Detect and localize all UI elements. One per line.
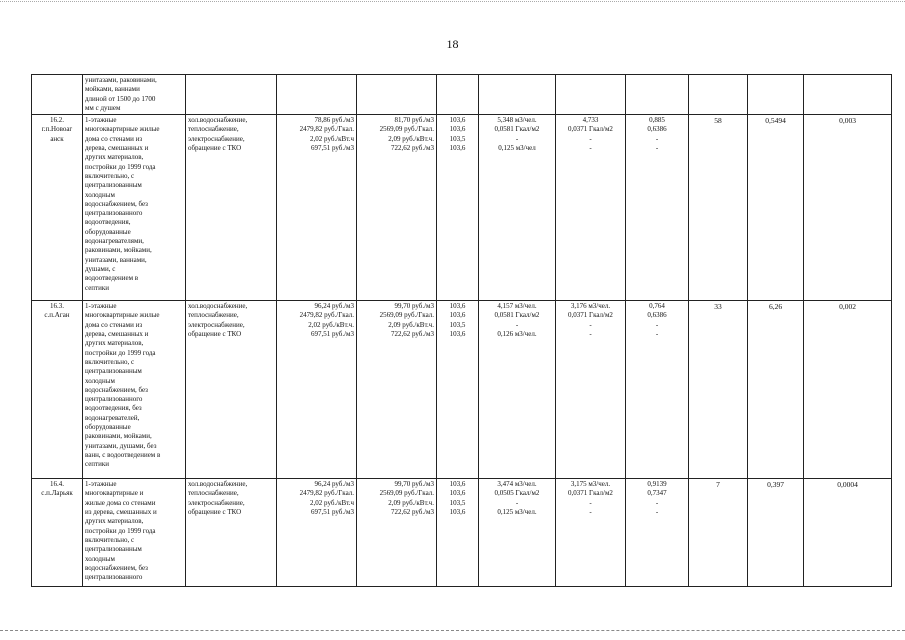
cell-norm-3 [626, 301, 689, 479]
cell-line: 78,86 руб./м3 [314, 116, 354, 125]
cell-value-3 [804, 75, 892, 115]
cell-line: хол.водоснабжение, [188, 116, 248, 125]
cell-norm-2 [556, 75, 626, 115]
cell-line: 3,175 м3/чел. [570, 480, 611, 489]
cell-line: теплоснабжение, [188, 125, 239, 134]
cell-tariff-2 [357, 115, 437, 301]
cell-line: 2,09 руб./кВт.ч. [388, 320, 434, 329]
cell-line: - [655, 144, 659, 153]
cell-line: 0,0505 Гкал/м2 [494, 489, 540, 498]
cell-line: 0,0371 Гкал/м2 [568, 489, 613, 498]
cell-line: 697,51 руб./м3 [310, 330, 354, 339]
cell-line: 5,348 м3/чел. [497, 116, 537, 125]
cell-line: 1-этажные [85, 302, 117, 311]
cell-line: 697,51 руб./м3 [310, 508, 354, 517]
cell-value-1: 58 [689, 115, 748, 301]
cell-line: постройки до 1999 года [85, 162, 156, 171]
cell-line: 2479,82 руб./Гкал. [299, 489, 354, 498]
cell-line: хол.водоснабжение, [188, 302, 248, 311]
cell-line: централизованным [85, 181, 142, 190]
cell-line: 96,24 руб./м3 [314, 302, 354, 311]
cell-line: водонагревателей, [85, 413, 140, 422]
cell-line: включительно, с [85, 535, 135, 544]
cell-line: электроснабжение, [188, 134, 245, 143]
cell-tariff-1 [277, 115, 357, 301]
cell-line: длиной от 1500 до 1700 [85, 94, 156, 103]
cell-line: холодным [85, 554, 115, 563]
cell-index [437, 75, 479, 115]
cell-line: унитазами, раковинами, [85, 76, 157, 84]
cell-value-2: 6,26 [748, 301, 804, 479]
cell-line: постройки до 1999 года [85, 526, 156, 535]
cell-line: - [655, 498, 659, 507]
cell-norm-3 [626, 75, 689, 115]
cell-line: 2569,09 руб./Гкал. [379, 311, 434, 320]
cell-line: 2,09 руб./кВт.ч. [388, 134, 434, 143]
cell-line: 0,0581 Гкал/м2 [494, 125, 540, 134]
cell-line: 2,02 руб./кВт.ч [310, 134, 354, 143]
cell-line: многоквартирные жилые [85, 125, 160, 134]
cell-line: оборудованные [85, 227, 131, 236]
cell-line: централизованного [85, 573, 143, 582]
cell-line: многоквартирные жилые [85, 311, 160, 320]
cell-line: раковинами, мойками, [85, 246, 152, 255]
cell-line: 0,6386 [647, 125, 667, 134]
tariff-table [31, 74, 892, 587]
cell-norm-2 [556, 479, 626, 587]
cell-line: с.п.Аган [44, 311, 70, 320]
cell-line: включительно, с [85, 171, 135, 180]
cell-line: 0,0581 Гкал/м2 [494, 311, 540, 320]
cell-line: 3,176 м3/чел. [570, 302, 611, 311]
cell-value-1: 33 [689, 301, 748, 479]
cell-norm-3 [626, 479, 689, 587]
cell-value-3: 0,0004 [804, 479, 892, 587]
cell-norm-1 [479, 75, 556, 115]
cell-code [32, 115, 83, 301]
table-row [32, 479, 892, 587]
cell-line: 103,6 [449, 125, 466, 134]
cell-line: 103,6 [449, 302, 466, 311]
cell-line: 0,7347 [647, 489, 667, 498]
cell-norm-3 [626, 115, 689, 301]
cell-line: 3,474 м3/чел. [497, 480, 537, 489]
cell-line: душами, с [85, 264, 116, 273]
cell-services [186, 115, 277, 301]
cell-value-2 [748, 75, 804, 115]
cell-line: 103,6 [449, 480, 466, 489]
scan-edge-bottom [0, 630, 905, 633]
cell-code [32, 301, 83, 479]
cell-line: 2,09 руб./кВт.ч. [388, 498, 434, 507]
cell-line: многоквартирные и [85, 489, 144, 498]
cell-line: мойками, ваннами [85, 85, 140, 94]
cell-line: 2,02 руб./кВт.ч. [308, 320, 354, 329]
cell-norm-2 [556, 115, 626, 301]
cell-line: дерева, смешанных и [85, 330, 149, 339]
cell-line: 99,70 руб./м3 [394, 302, 434, 311]
cell-line: 0,764 [649, 302, 665, 311]
cell-line: 722,62 руб./м3 [390, 144, 434, 153]
cell-index [437, 115, 479, 301]
cell-line: других материалов, [85, 153, 144, 162]
cell-line: дерева, смешанных и [85, 144, 149, 153]
table-body [32, 75, 892, 587]
cell-line: водоотведения, [85, 218, 131, 227]
cell-tariff-1 [277, 479, 357, 587]
cell-line: других материалов, [85, 517, 144, 526]
cell-description [83, 479, 186, 587]
cell-code [32, 75, 83, 115]
cell-line: 0,0371 Гкал/м2 [568, 125, 613, 134]
cell-line: централизованным [85, 545, 142, 554]
cell-line: жилые дома со стенами [85, 498, 156, 507]
cell-line: 2479,82 руб./Гкал. [299, 311, 354, 320]
cell-value-3: 0,002 [804, 301, 892, 479]
cell-line: - [589, 320, 592, 329]
cell-index [437, 301, 479, 479]
cell-line: включительно, с [85, 357, 135, 366]
cell-line: 722,62 руб./м3 [390, 330, 434, 339]
cell-line: централизованным [85, 367, 142, 376]
cell-line: постройки до 1999 года [85, 348, 156, 357]
cell-tariff-2 [357, 301, 437, 479]
cell-line: 0,6386 [647, 311, 667, 320]
cell-line: 0,125 м3/чел. [497, 508, 537, 517]
cell-value-2: 0,397 [748, 479, 804, 587]
cell-line: - [515, 134, 519, 143]
cell-line: 103,6 [449, 116, 466, 125]
cell-line: дома со стенами из [85, 320, 143, 329]
cell-line: дома со стенами из [85, 134, 143, 143]
table-row [32, 301, 892, 479]
cell-description [83, 301, 186, 479]
cell-line: 81,70 руб./м3 [394, 116, 434, 125]
cell-tariff-2 [357, 479, 437, 587]
cell-tariff-1 [277, 75, 357, 115]
cell-description [83, 115, 186, 301]
cell-line: холодным [85, 190, 115, 199]
cell-line: септики [85, 283, 109, 292]
cell-line: обращение с ТКО [188, 144, 242, 153]
cell-line: ванн, с водоотведением в [85, 450, 161, 459]
cell-line: водоснабжением, без [85, 385, 148, 394]
cell-line: с.п.Ларьяк [41, 489, 73, 498]
cell-line: раковинами, мойками, [85, 432, 152, 441]
cell-line: централизованного [85, 209, 143, 218]
cell-line: - [589, 144, 592, 153]
cell-line: 2569,09 руб./Гкал. [379, 489, 434, 498]
cell-line: 96,24 руб./м3 [314, 480, 354, 489]
cell-line: 103,6 [449, 144, 466, 153]
cell-line: водоснабжением, без [85, 563, 148, 572]
cell-line: других материалов, [85, 339, 144, 348]
table-row [32, 115, 892, 301]
cell-line: водонагревателями, [85, 237, 144, 246]
cell-line: хол.водоснабжение, [188, 480, 248, 489]
cell-value-1 [689, 75, 748, 115]
cell-line: 0,126 м3/чел. [497, 330, 537, 339]
cell-value-3: 0,003 [804, 115, 892, 301]
cell-line: 103,5 [449, 498, 466, 507]
cell-value-1: 7 [689, 479, 748, 587]
cell-line: оборудованные [85, 423, 131, 432]
cell-line: - [589, 508, 592, 517]
cell-line: холодным [85, 376, 115, 385]
cell-line: теплоснабжение, [188, 311, 239, 320]
cell-line: 0,125 м3/чел [498, 144, 536, 153]
cell-line: обращение с ТКО [188, 330, 242, 339]
cell-line: - [655, 134, 659, 143]
cell-line: водоотведением в [85, 274, 139, 283]
cell-line: водоотведения, без [85, 404, 142, 413]
cell-line: - [589, 330, 592, 339]
cell-description [83, 75, 186, 115]
cell-line: анск [50, 134, 64, 143]
cell-line: из дерева, смешанных и [85, 508, 157, 517]
cell-line: 2,02 руб./кВт.ч [310, 498, 354, 507]
page-number: 18 [446, 37, 459, 51]
cell-line: г.п.Новоаг [41, 125, 73, 134]
cell-line: - [655, 508, 659, 517]
cell-line: септики [85, 460, 109, 469]
cell-line: 99,70 руб./м3 [394, 480, 434, 489]
cell-norm-1 [479, 115, 556, 301]
cell-line: электроснабжение, [188, 498, 245, 507]
cell-line: 103,6 [449, 330, 466, 339]
cell-line: - [515, 320, 519, 329]
cell-line: 2569,09 руб./Гкал. [379, 125, 434, 134]
cell-line: 16.2. [50, 116, 64, 125]
cell-line: 0,885 [649, 116, 665, 125]
cell-norm-1 [479, 301, 556, 479]
cell-line: 103,5 [449, 134, 466, 143]
cell-line: теплоснабжение, [188, 489, 239, 498]
cell-line: - [655, 330, 659, 339]
cell-services [186, 301, 277, 479]
cell-line: 16.3. [50, 302, 64, 311]
cell-line: унитазами, душами, без [85, 441, 157, 450]
cell-line: 697,51 руб./м3 [310, 144, 354, 153]
cell-line: централизованного [85, 395, 143, 404]
cell-line: - [589, 498, 592, 507]
cell-line: 722,62 руб./м3 [390, 508, 434, 517]
cell-index [437, 479, 479, 587]
cell-line: 0,0371 Гкал/м2 [568, 311, 613, 320]
cell-line: водоснабжением, без [85, 199, 148, 208]
cell-line: 2479,82 руб./Гкал. [299, 125, 354, 134]
cell-line: унитазами, ваннами, [85, 255, 147, 264]
cell-line: 4,157 м3/чел. [497, 302, 537, 311]
cell-tariff-1 [277, 301, 357, 479]
cell-line: электроснабжение, [188, 320, 245, 329]
cell-line: 103,5 [449, 320, 466, 329]
cell-line: 103,6 [449, 508, 466, 517]
cell-line: 16.4. [50, 480, 64, 489]
cell-line: 4,733 [582, 116, 599, 125]
cell-line: обращение с ТКО [188, 508, 242, 517]
cell-services [186, 479, 277, 587]
cell-line: 1-этажные [85, 116, 117, 125]
cell-norm-2 [556, 301, 626, 479]
cell-line: 0,9139 [647, 480, 667, 489]
cell-line: - [589, 134, 592, 143]
cell-norm-1 [479, 479, 556, 587]
cell-line: мм с душем [85, 103, 121, 112]
scan-edge-top [0, 1, 905, 3]
cell-line: 103,6 [449, 489, 466, 498]
cell-line: - [655, 320, 659, 329]
cell-tariff-2 [357, 75, 437, 115]
cell-line: 103,6 [449, 311, 466, 320]
cell-services [186, 75, 277, 115]
table-row-continuation [32, 75, 892, 115]
cell-code [32, 479, 83, 587]
cell-line: 1-этажные [85, 480, 117, 489]
cell-value-2: 0,5494 [748, 115, 804, 301]
cell-line: - [515, 498, 519, 507]
